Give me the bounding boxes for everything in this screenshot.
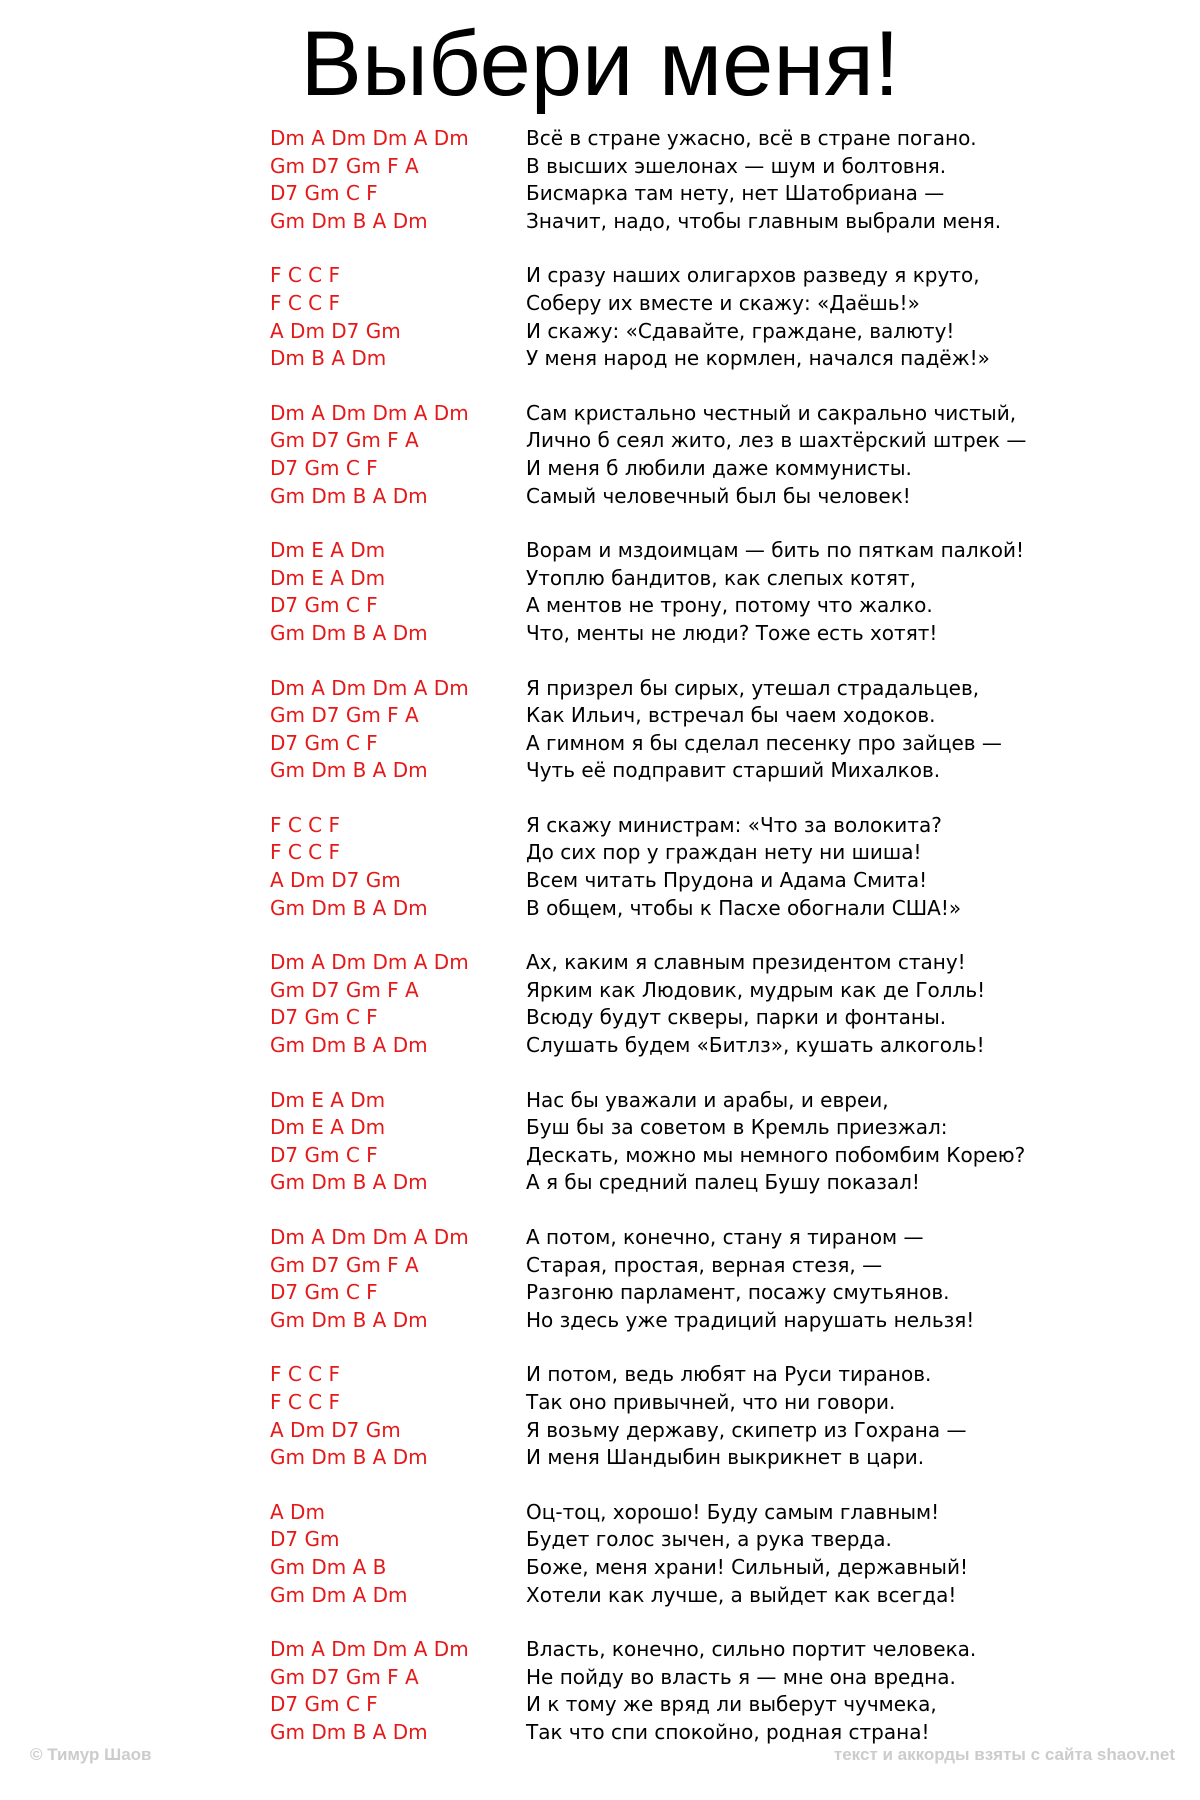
verse xyxy=(270,949,1170,1059)
verse-line xyxy=(270,290,1170,318)
chord-line: F C C F xyxy=(270,1362,341,1387)
verse-line xyxy=(270,1361,1170,1389)
chord-line: F C C F xyxy=(270,812,341,837)
chord-line: Gm Dm B A Dm xyxy=(270,483,428,508)
verse-line xyxy=(270,565,1170,593)
verse-line xyxy=(270,1636,1170,1664)
verse-line xyxy=(270,180,1170,208)
chord-line: Gm Dm A Dm xyxy=(270,1582,408,1607)
lyric-line: Боже, меня храни! Сильный, державный! xyxy=(526,1554,968,1579)
verse xyxy=(270,675,1170,785)
chord-line: F C C F xyxy=(270,1389,341,1414)
verse-line xyxy=(270,1664,1170,1692)
verse xyxy=(270,1636,1170,1746)
verse-line xyxy=(270,1307,1170,1335)
lyric-line: Будет голос зычен, а рука тверда. xyxy=(526,1527,892,1552)
lyric-line: Я возьму державу, скипетр из Гохрана — xyxy=(526,1417,967,1442)
chord-line: Dm A Dm Dm A Dm xyxy=(270,950,469,975)
chord-line: D7 Gm xyxy=(270,1527,340,1552)
lyric-line: Я призрел бы сирых, утешал страдальцев, xyxy=(526,675,980,700)
lyric-line: В общем, чтобы к Пасхе обогнали США!» xyxy=(526,895,962,920)
lyric-line: Разгоню парламент, посажу смутьянов. xyxy=(526,1280,950,1305)
verse-line xyxy=(270,455,1170,483)
lyric-line: И скажу: «Сдавайте, граждане, валюту! xyxy=(526,318,955,343)
chord-line: Dm E A Dm xyxy=(270,1087,386,1112)
lyric-line: Власть, конечно, сильно портит человека. xyxy=(526,1637,977,1662)
verse-line xyxy=(270,262,1170,290)
verse xyxy=(270,262,1170,372)
verse-line xyxy=(270,1389,1170,1417)
lyric-line: А потом, конечно, стану я тираном — xyxy=(526,1225,924,1249)
chord-line: Dm E A Dm xyxy=(270,1115,386,1140)
chord-line: Dm B A Dm xyxy=(270,346,387,371)
lyric-line: Слушать будем «Битлз», кушать алкоголь! xyxy=(526,1033,985,1058)
chord-line: Gm Dm B A Dm xyxy=(270,208,428,233)
chord-line: Gm Dm B A Dm xyxy=(270,1445,428,1470)
verse xyxy=(270,1224,1170,1334)
chord-line: Gm Dm B A Dm xyxy=(270,1170,428,1195)
chord-line: D7 Gm C F xyxy=(270,730,378,755)
verse-line xyxy=(270,949,1170,977)
lyric-line: В высших эшелонах — шум и болтовня. xyxy=(526,153,947,178)
chord-line: A Dm xyxy=(270,1499,325,1524)
lyric-line: И сразу наших олигархов разведу я круто, xyxy=(526,263,980,288)
verse-line xyxy=(270,125,1170,153)
verse-line xyxy=(270,1417,1170,1445)
chord-line: D7 Gm C F xyxy=(270,455,378,480)
verse-line xyxy=(270,1224,1170,1252)
lyric-line: Всюду будут скверы, парки и фонтаны. xyxy=(526,1005,947,1030)
lyric-line: И меня Шандыбин выкрикнет в цари. xyxy=(526,1445,925,1470)
chord-line: A Dm D7 Gm xyxy=(270,1417,401,1442)
chord-line: Dm A Dm Dm A Dm xyxy=(270,126,469,150)
source-note: текст и аккорды взяты с сайта shaov.net xyxy=(833,1745,1175,1764)
verse-line xyxy=(270,977,1170,1005)
lyric-line: Бисмарка там нету, нет Шатобриана — xyxy=(526,181,945,206)
lyric-line: Самый человечный был бы человек! xyxy=(526,483,911,508)
verse-line xyxy=(270,839,1170,867)
verse-line xyxy=(270,208,1170,236)
verse-line xyxy=(270,812,1170,840)
lyric-line: Всем читать Прудона и Адама Смита! xyxy=(526,868,928,893)
verse-line xyxy=(270,620,1170,648)
chord-line: D7 Gm C F xyxy=(270,593,378,618)
lyric-line: Буш бы за советом в Кремль приезжал: xyxy=(526,1115,948,1140)
verse xyxy=(270,400,1170,510)
chord-line: Dm A Dm Dm A Dm xyxy=(270,1225,469,1249)
verse-line xyxy=(270,400,1170,428)
verse-line xyxy=(270,1719,1170,1747)
verse-line xyxy=(270,1114,1170,1142)
verse-line xyxy=(270,345,1170,373)
verse-line xyxy=(270,1004,1170,1032)
verse-line xyxy=(270,1279,1170,1307)
verse-line xyxy=(270,1554,1170,1582)
lyric-line: У меня народ не кормлен, начался падёж!» xyxy=(526,346,990,371)
verse-line xyxy=(270,592,1170,620)
chord-line: Dm E A Dm xyxy=(270,538,386,563)
lyric-line: Я скажу министрам: «Что за волокита? xyxy=(526,812,942,837)
verse xyxy=(270,812,1170,922)
verse-line xyxy=(270,895,1170,923)
lyric-line: До сих пор у граждан нету ни шиша! xyxy=(526,840,922,865)
chord-line: Gm Dm B A Dm xyxy=(270,620,428,645)
verse-line xyxy=(270,1691,1170,1719)
lyric-line: Ах, каким я славным президентом стану! xyxy=(526,950,966,975)
verse-line xyxy=(270,537,1170,565)
chord-line: Dm A Dm Dm A Dm xyxy=(270,675,469,700)
verse xyxy=(270,125,1170,235)
lyric-line: Дескать, можно мы немного побомбим Корею? xyxy=(526,1142,1026,1167)
chord-line: Gm Dm B A Dm xyxy=(270,1307,428,1332)
copyright-note: © Тимур Шаов xyxy=(30,1745,152,1764)
chord-line: D7 Gm C F xyxy=(270,1005,378,1030)
chord-line: D7 Gm C F xyxy=(270,1692,378,1717)
verse xyxy=(270,537,1170,647)
verse xyxy=(270,1087,1170,1197)
chord-line: Dm A Dm Dm A Dm xyxy=(270,1637,469,1662)
lyric-line: Сам кристально честный и сакрально чистый, xyxy=(526,400,1017,425)
verse xyxy=(270,1499,1170,1609)
chord-line: Gm Dm B A Dm xyxy=(270,1719,428,1744)
lyric-line: И потом, ведь любят на Руси тиранов. xyxy=(526,1362,932,1387)
chord-line: Gm D7 Gm F A xyxy=(270,153,419,178)
lyric-line: А гимном я бы сделал песенку про зайцев — xyxy=(526,730,1002,755)
chord-line: Gm D7 Gm F A xyxy=(270,1664,419,1689)
chord-line: Gm D7 Gm F A xyxy=(270,703,419,728)
chord-line: Gm Dm B A Dm xyxy=(270,895,428,920)
lyric-line: Лично б сеял жито, лез в шахтёрский штрек — xyxy=(526,428,1027,453)
chord-line: Gm D7 Gm F A xyxy=(270,1252,419,1277)
chord-line: D7 Gm C F xyxy=(270,1280,378,1305)
verse-line xyxy=(270,730,1170,758)
lyric-line: А ментов не трону, потому что жалко. xyxy=(526,593,933,618)
verse-line xyxy=(270,757,1170,785)
verse-line xyxy=(270,1252,1170,1280)
lyric-line: Хотели как лучше, а выйдет как всегда! xyxy=(526,1582,957,1607)
chord-line: D7 Gm C F xyxy=(270,1142,378,1167)
verse-line xyxy=(270,1444,1170,1472)
chord-line: D7 Gm C F xyxy=(270,181,378,206)
lyric-line: Оц-тоц, хорошо! Буду самым главным! xyxy=(526,1499,940,1524)
chord-line: Gm Dm B A Dm xyxy=(270,1033,428,1058)
chord-line: Dm E A Dm xyxy=(270,565,386,590)
verse-line xyxy=(270,675,1170,703)
verse-line xyxy=(270,427,1170,455)
verse-line xyxy=(270,1582,1170,1610)
chord-line: F C C F xyxy=(270,263,341,288)
lyric-line: И меня б любили даже коммунисты. xyxy=(526,455,912,480)
lyric-line: Нас бы уважали и арабы, и евреи, xyxy=(526,1087,889,1112)
lyric-line: Что, менты не люди? Тоже есть хотят! xyxy=(526,620,938,645)
chord-line: Gm Dm B A Dm xyxy=(270,758,428,783)
lyric-line: Соберу их вместе и скажу: «Даёшь!» xyxy=(526,290,920,315)
chord-line: Gm D7 Gm F A xyxy=(270,977,419,1002)
lyric-line: И к тому же вряд ли выберут чучмека, xyxy=(526,1692,937,1717)
chord-line: F C C F xyxy=(270,290,341,315)
chord-line: A Dm D7 Gm xyxy=(270,318,401,343)
lyric-line: Всё в стране ужасно, всё в стране погано. xyxy=(526,126,977,150)
verse xyxy=(270,1361,1170,1471)
lyric-line: Утоплю бандитов, как слепых котят, xyxy=(526,565,916,590)
lyric-line: А я бы средний палец Бушу показал! xyxy=(526,1170,920,1195)
lyric-line: Ярким как Людовик, мудрым как де Голль! xyxy=(526,977,986,1002)
verse-line xyxy=(270,153,1170,181)
verse-line xyxy=(270,1032,1170,1060)
verse-line xyxy=(270,1526,1170,1554)
lyric-line: Чуть её подправит старший Михалков. xyxy=(526,758,941,783)
lyric-line: Ворам и мздоимцам — бить по пяткам палкой! xyxy=(526,538,1025,563)
chord-line: Gm Dm A B xyxy=(270,1554,387,1579)
lyric-line: Старая, простая, верная стезя, — xyxy=(526,1252,883,1277)
verse-line xyxy=(270,702,1170,730)
lyric-line: Так что спи спокойно, родная страна! xyxy=(526,1719,930,1744)
lyric-line: Так оно привычней, что ни говори. xyxy=(526,1389,896,1414)
verse-line xyxy=(270,1087,1170,1115)
chord-line: A Dm D7 Gm xyxy=(270,868,401,893)
lyric-line: Как Ильич, встречал бы чаем ходоков. xyxy=(526,703,936,728)
verse-line xyxy=(270,483,1170,511)
verse-line xyxy=(270,1499,1170,1527)
chord-line: F C C F xyxy=(270,840,341,865)
lyric-line: Но здесь уже традиций нарушать нельзя! xyxy=(526,1307,975,1332)
chord-line: Dm A Dm Dm A Dm xyxy=(270,400,469,425)
verse-line xyxy=(270,867,1170,895)
verse-line xyxy=(270,318,1170,346)
lyric-line: Не пойду во власть я — мне она вредна. xyxy=(526,1664,956,1689)
song-body xyxy=(270,125,1170,1774)
verse-line xyxy=(270,1169,1170,1197)
chord-line: Gm D7 Gm F A xyxy=(270,428,419,453)
song-title: Выбери меня! xyxy=(300,13,900,115)
lyric-line: Значит, надо, чтобы главным выбрали меня. xyxy=(526,208,1002,233)
verse-line xyxy=(270,1142,1170,1170)
